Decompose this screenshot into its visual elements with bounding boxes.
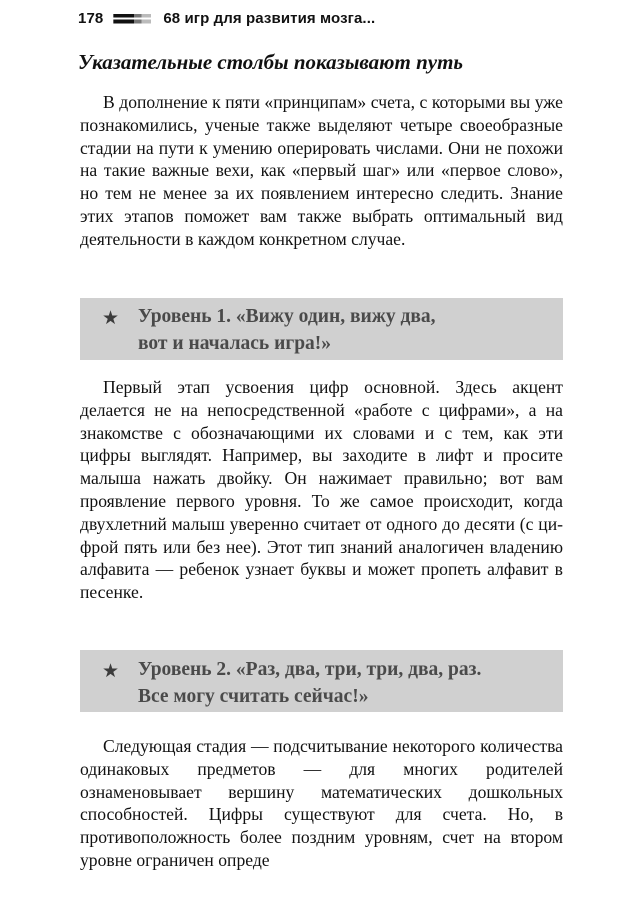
- running-head: [78, 10, 375, 27]
- section-heading: Указательные столбы показывают путь: [78, 50, 464, 74]
- header-ornament-icon: [113, 14, 151, 24]
- level-2-title-line-2: Все могу считать сейчас!»: [138, 686, 369, 707]
- star-icon: ★: [102, 660, 120, 682]
- level-2-heading-box: [80, 650, 563, 712]
- book-title: 68 игр для развития мозга...: [163, 10, 376, 27]
- level-1-paragraph: Первый этап усвоения цифр основной. Здесь акцент делается не на непосредственной «работе с цифрами», а на знакомстве с обозначающими их словами и с тем, как эти цифры выглядят. Например, вы заходите в лифт и просите малыша нажать двойку. Он нажимает правильно; вот вам проявление первого уровня. То же самое происходит, когда двухлетний малыш уверенно считает от одного до десяти (с цифрой пять или без нее). Этот тип знаний аналогичен владению алфавита — ребенок узнает буквы и может пропеть алфавит в песенке.: [80, 377, 563, 603]
- level-1-title-line-1: Уровень 1. «Вижу один, вижу два,: [138, 306, 436, 327]
- level-2-title-line-1: Уровень 2. «Раз, два, три, три, два, раз.: [138, 659, 482, 680]
- level-1-title: [138, 303, 436, 357]
- level-2-title: [138, 656, 481, 710]
- level-1-title-line-2: вот и началась игра!»: [138, 333, 332, 354]
- page-number: 178: [78, 10, 104, 27]
- star-icon: ★: [102, 307, 120, 329]
- level-1-heading-box: [80, 298, 563, 360]
- intro-paragraph: В дополнение к пяти «принципам» счета, с которыми вы уже познакомились, ученые также выделяют четыре своеобразные стадии на пути к умению оперировать числами. Они не похожи на такие важные вехи, как «первый шаг» или «первое слово», но тем не менее за их появлением интересно следить. Знание этих этапов поможет вам также выбрать оптимальный вид деятельности в каждом конкретном случае.: [80, 92, 563, 249]
- level-2-paragraph: Следующая стадия — подсчитывание некоторого количества одинаковых предметов — для многих родителей ознаменовывает вершину математических дошкольных способностей. Цифры существуют для счета. Но, в противоположность более поздним уровням, счет на втором уровне ограничен опреде: [80, 736, 563, 870]
